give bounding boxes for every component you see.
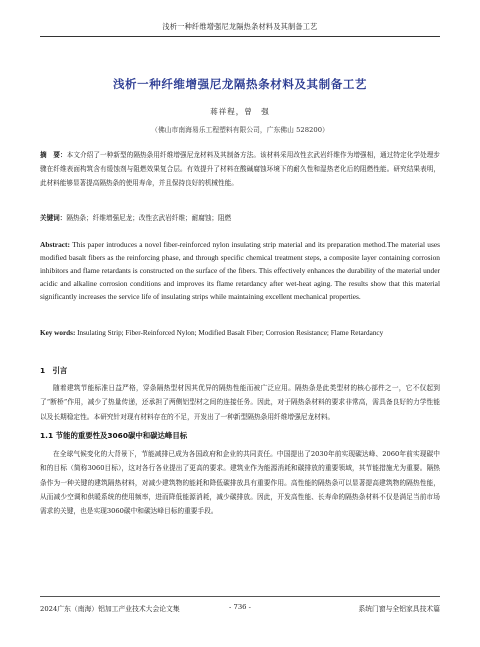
english-abstract-text: This paper introduces a novel fiber-reinforced nylon insulating strip material and its preparation method.The material uses modified basalt fibers as the reinforcing phase, and through specific chemical treatment steps, a composite layer containing corrosion inhibitors and flame retardants is constructed on the surface of the fibers. This effectively enhances the durability of the material under acidic and alkaline corrosion conditions and improves its flame retardancy after wet-heat aging. The results show that this material significantly increases the service life of insulating strips while maintaining excellent mechanical properties. [40, 240, 441, 301]
english-keywords [40, 328, 440, 339]
chinese-abstract-text: 本文介绍了一种新型的隔热条用纤维增强尼龙材料及其制备方法。该材料采用改性玄武岩纤维作为增强相，通过特定化学处理步骤在纤维表面构筑含有缓蚀剂与阻燃效果复合层。有效提升了材料在酸碱腐蚀环境下的耐久性和湿热老化后的阻燃性能。研究结果表明，此材料能够显著提高隔热条的使用寿命，并且保持良好的机械性能。 [40, 151, 440, 188]
page-number: - 736 - [229, 603, 251, 611]
footer-section: 系统门窗与全铝家具技术篇 [358, 605, 440, 613]
chinese-keywords-label: 关键词： [40, 214, 67, 222]
footer-proceedings: 2024广东（南海）铝加工产业技术大会论文集 [40, 605, 180, 613]
authors: 蒋祥程，曾 强 [210, 107, 270, 116]
section-1-1-paragraph: 在全球气候变化的大背景下，节能减排已成为各国政府和企业的共同责任。中国提出了2030年前实现碳达峰、2060年前实现碳中和的目标（简称3060目标），这对各行各业提出了更高的要求。建筑业作为能源消耗和碳排放的重要领域，其节能措施尤为重要。隔热条作为一种关键的建筑隔热材料，对减少建筑物的能耗和降低碳排放具有重要作用。高性能的隔热条可以显著提高建筑物的隔热性能，从而减少空调和供暖系统的使用频率，进而降低能源消耗，减少碳排放。因此，开发高性能、长寿命的隔热条材料不仅是满足当前市场需求的关键，也是实现3060碳中和碳达峰目标的重要手段。 [40, 450, 440, 516]
section-1-paragraph: 随着建筑节能标准日益严格，穿条隔热型材因其优异的隔热性能而被广泛应用。隔热条是此类型材的核心部件之一，它不仅起到了“断桥”作用，减少了热量传递，还承担了两侧铝型材之间的连接任务。因此，对于隔热条材料的要求非常高，需具备良好的力学性能以及长期稳定性。本研究针对现有材料存在的不足，开发出了一种新型隔热条用纤维增强尼龙材料。 [40, 384, 440, 421]
section-1-1-heading: 1.1 节能的重要性及3060碳中和碳达峰目标 [40, 431, 188, 440]
running-header: 浅析一种纤维增强尼龙隔热条材料及其制备工艺 [162, 22, 318, 31]
english-abstract-label: Abstract: [40, 240, 70, 249]
chinese-abstract-label: 摘 要： [40, 151, 67, 159]
chinese-keywords-text: 隔热条；纤维增强尼龙；改性玄武岩纤维；耐腐蚀；阻燃 [66, 214, 232, 222]
affiliation: （佛山市南海易乐工程塑料有限公司，广东佛山 528200） [151, 126, 329, 134]
chinese-keywords [40, 212, 440, 224]
footer-rule [40, 596, 440, 597]
header-rule [40, 36, 440, 37]
english-abstract [40, 238, 440, 303]
chinese-abstract [40, 148, 440, 191]
english-keywords-label: Key words: [40, 329, 76, 337]
paper-title: 浅析一种纤维增强尼龙隔热条材料及其制备工艺 [112, 77, 368, 91]
english-keywords-text: Insulating Strip; Fiber-Reinforced Nylon; Modified Basalt Fiber; Corrosion Resistance; Flame Retardancy [77, 329, 384, 337]
section-1-heading: 1 引言 [40, 366, 68, 375]
